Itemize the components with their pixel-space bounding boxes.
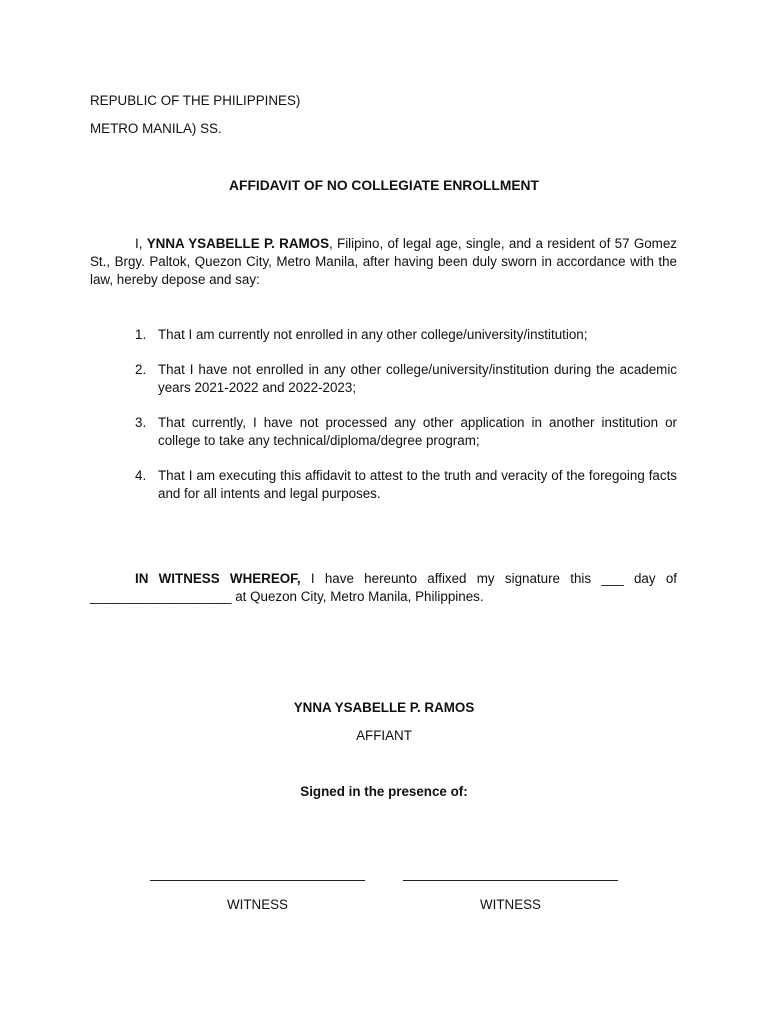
venue-metro-manila: METRO MANILA) SS. — [90, 121, 222, 136]
statement-list — [90, 326, 677, 520]
witness-clause-text: I have hereunto affixed my signature this ___ day of ___________________ at Quezon City, Metro Manila, Philippines. — [90, 571, 677, 604]
witness-signature-line-left — [150, 880, 365, 881]
affiant-name: YNNA YSABELLE P. RAMOS — [293, 700, 475, 715]
statement-text: That I have not enrolled in any other college/university/institution during the academic years 2021-2022 and 2022-2023; — [158, 362, 677, 395]
affiant-role: AFFIANT — [356, 728, 412, 743]
witness-clause — [90, 570, 677, 606]
statement-text: That I am executing this affidavit to attest to the truth and veracity of the foregoing facts and for all intents and legal purposes. — [158, 468, 677, 501]
witness-clause-lead: IN WITNESS WHEREOF, — [135, 571, 301, 586]
statement-text: That I am currently not enrolled in any other college/university/institution; — [158, 327, 588, 342]
statement-number: 4. — [135, 468, 147, 483]
witness-label-right: WITNESS — [479, 897, 541, 912]
statement-number: 3. — [135, 415, 147, 430]
intro-paragraph — [90, 235, 677, 289]
intro-text: , Filipino, of legal age, single, and a resident of 57 Gomez St., Brgy. Paltok, Quezon City, Metro Manila, after having been duly sworn in accordance with the law, hereby depose and say: — [90, 236, 677, 287]
witness-signature-line-right — [403, 880, 618, 881]
signed-presence-label: Signed in the presence of: — [300, 784, 468, 799]
statement-number: 1. — [135, 327, 147, 342]
statement-item — [90, 414, 677, 450]
document-title: AFFIDAVIT OF NO COLLEGIATE ENROLLMENT — [229, 178, 539, 193]
statement-item — [90, 467, 677, 503]
witness-label-left: WITNESS — [226, 897, 288, 912]
statement-item — [90, 361, 677, 397]
venue-republic: REPUBLIC OF THE PHILIPPINES) — [90, 93, 301, 108]
intro-prefix: I, — [135, 236, 147, 251]
statement-number: 2. — [135, 362, 147, 377]
affiant-name-inline: YNNA YSABELLE P. RAMOS — [146, 236, 330, 251]
statement-item — [90, 326, 677, 344]
statement-text: That currently, I have not processed any other application in another institution or college to take any technical/diploma/degree program; — [158, 415, 677, 448]
